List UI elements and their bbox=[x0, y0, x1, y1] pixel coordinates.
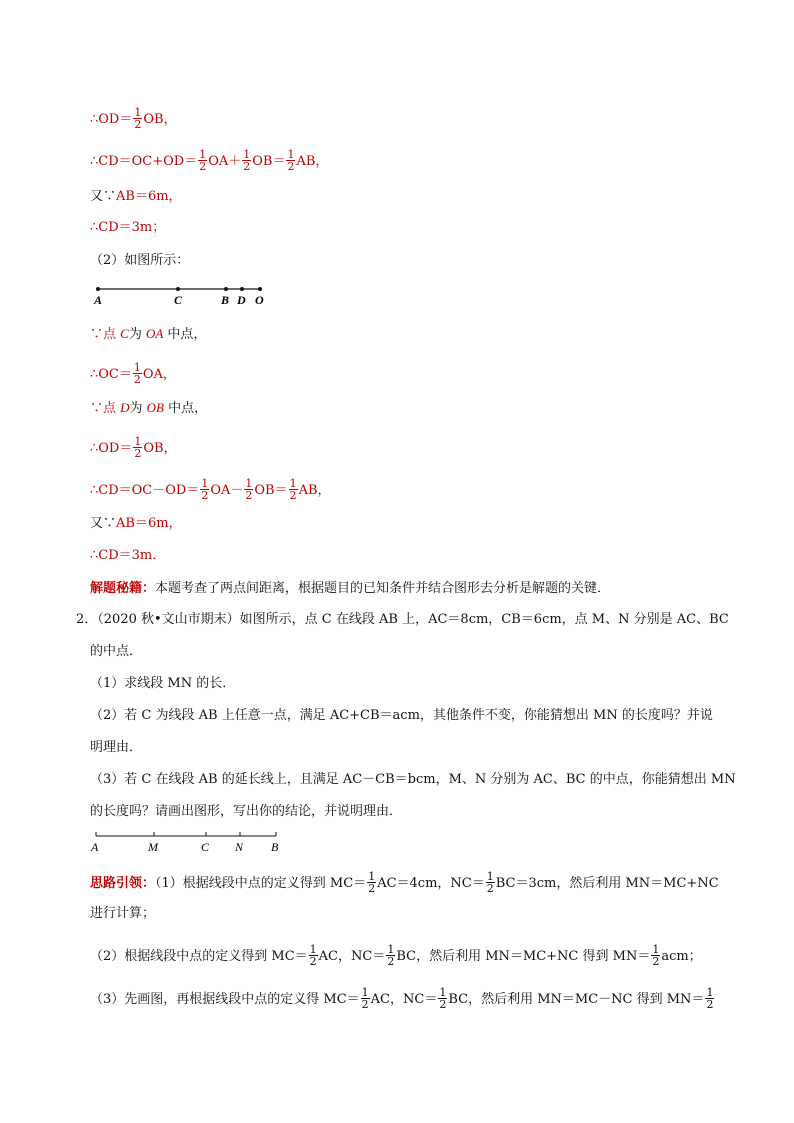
question-number: 2． bbox=[76, 612, 98, 627]
hint-text: AC，NC＝ bbox=[318, 949, 386, 964]
point-b bbox=[224, 287, 228, 291]
hint-text: AC，NC＝ bbox=[370, 992, 438, 1007]
hint-label: 思路引领： bbox=[90, 876, 156, 891]
text: ∴OC＝ bbox=[90, 367, 132, 382]
text: OB bbox=[146, 400, 165, 415]
denominator: 2 bbox=[287, 160, 295, 173]
numerator: 1 bbox=[243, 148, 251, 161]
fraction bbox=[438, 987, 447, 1010]
text: ∴OD＝ bbox=[90, 441, 133, 456]
question-2-sub3-cont bbox=[90, 804, 402, 820]
hint-line-1 bbox=[90, 872, 719, 895]
text: OA， bbox=[142, 367, 176, 382]
question-2-sub2-cont bbox=[90, 740, 142, 756]
label-n: N bbox=[235, 840, 244, 854]
text: OB＝ bbox=[252, 154, 286, 169]
question-2-sub3 bbox=[90, 772, 736, 788]
solution-line-cd-sum bbox=[90, 150, 328, 173]
solution-line-oc bbox=[90, 363, 176, 386]
denominator: 2 bbox=[361, 998, 369, 1011]
fraction bbox=[486, 871, 495, 894]
text: D bbox=[120, 400, 130, 415]
subquestion-text: （2）若 C 为线段 AB 上任意一点，满足 AC+CB＝acm，其他条件不变，你能猜想出 MN 的长度吗？并说 bbox=[90, 708, 713, 723]
numerator: 1 bbox=[361, 986, 369, 999]
hint-line-3 bbox=[90, 988, 715, 1011]
hint-text: BC，然后利用 MN＝MC+NC 得到 MN＝ bbox=[396, 949, 651, 964]
text: AB＝6m， bbox=[116, 516, 182, 531]
solution-line-od-2 bbox=[90, 437, 177, 460]
numerator: 1 bbox=[368, 870, 376, 883]
solution-line-cd-result-2 bbox=[90, 548, 165, 564]
denominator: 2 bbox=[289, 489, 297, 502]
question-2-stem bbox=[76, 612, 729, 628]
text: OB＝ bbox=[254, 483, 288, 498]
label-b: B bbox=[271, 840, 279, 854]
fraction bbox=[361, 987, 370, 1010]
denominator: 2 bbox=[245, 489, 253, 502]
text: 为 bbox=[129, 401, 147, 416]
fraction bbox=[242, 149, 251, 172]
text: 为 bbox=[128, 327, 146, 342]
text: 中点， bbox=[163, 327, 207, 342]
hint-text: BC，然后利用 MN＝MC－NC 得到 MN＝ bbox=[448, 992, 705, 1007]
text: ∵点 bbox=[90, 401, 121, 416]
hint-text: （2）根据线段中点的定义得到 MC＝ bbox=[90, 949, 308, 964]
denominator: 2 bbox=[133, 373, 141, 386]
label-a: A bbox=[91, 840, 99, 854]
fraction bbox=[286, 149, 295, 172]
numerator: 1 bbox=[134, 435, 142, 448]
label-o: O bbox=[255, 293, 264, 307]
text: ∴CD＝3m． bbox=[90, 548, 166, 563]
fraction bbox=[200, 478, 209, 501]
subquestion-text: 明理由． bbox=[90, 740, 143, 755]
numerator: 1 bbox=[134, 106, 142, 119]
text: 又∵ bbox=[90, 516, 117, 531]
denominator: 2 bbox=[134, 118, 142, 131]
text: ∴OD＝ bbox=[90, 112, 133, 127]
text: OB， bbox=[143, 441, 177, 456]
hint-text: （3）先画图，再根据线段中点的定义得 MC＝ bbox=[90, 992, 360, 1007]
denominator: 2 bbox=[706, 998, 714, 1011]
solution-line-cd-result bbox=[90, 220, 165, 236]
solution-secret bbox=[90, 581, 610, 597]
numerator: 1 bbox=[289, 477, 297, 490]
denominator: 2 bbox=[368, 882, 376, 895]
text: 又∵ bbox=[90, 189, 117, 204]
point-c bbox=[176, 287, 180, 291]
text: OA－ bbox=[210, 483, 244, 498]
label-b: B bbox=[221, 293, 230, 307]
question-2-sub2 bbox=[90, 708, 713, 724]
numerator: 1 bbox=[309, 943, 317, 956]
solution-line-d-midpoint bbox=[90, 400, 207, 417]
secret-text: 本题考查了两点间距离，根据题目的已知条件并结合图形去分析是解题的关键． bbox=[155, 581, 611, 596]
fraction bbox=[386, 944, 395, 967]
point-d bbox=[240, 287, 244, 291]
label-m: M bbox=[148, 840, 158, 854]
fraction bbox=[651, 944, 660, 967]
denominator: 2 bbox=[243, 160, 251, 173]
denominator: 2 bbox=[199, 160, 207, 173]
label-c: C bbox=[201, 840, 210, 854]
solution-line-ab-2 bbox=[90, 516, 182, 532]
hint-text: 进行计算； bbox=[90, 906, 156, 921]
numerator: 1 bbox=[486, 870, 494, 883]
numerator: 1 bbox=[439, 986, 447, 999]
denominator: 2 bbox=[652, 955, 660, 968]
text: OB， bbox=[143, 112, 177, 127]
solution-line-cd-diff bbox=[90, 479, 331, 502]
text: ∵点 bbox=[90, 327, 121, 342]
subquestion-text: 的长度吗？请画出图形，写出你的结论，并说明理由． bbox=[90, 804, 403, 819]
secret-label: 解题秘籍： bbox=[90, 581, 156, 596]
numerator: 1 bbox=[199, 148, 207, 161]
text: AB， bbox=[296, 154, 329, 169]
label-d: D bbox=[237, 293, 246, 307]
segment-figure-2 bbox=[88, 830, 288, 856]
hint-line-2 bbox=[90, 945, 702, 968]
text: AB＝6m， bbox=[116, 189, 182, 204]
denominator: 2 bbox=[387, 955, 395, 968]
question-2-sub1 bbox=[90, 676, 235, 692]
denominator: 2 bbox=[201, 489, 209, 502]
subquestion-text: （1）求线段 MN 的长． bbox=[90, 676, 236, 691]
label-c: C bbox=[174, 293, 183, 307]
denominator: 2 bbox=[309, 955, 317, 968]
text: （2）如图所示： bbox=[90, 253, 190, 268]
fraction bbox=[198, 149, 207, 172]
numerator: 1 bbox=[287, 148, 295, 161]
fraction bbox=[309, 944, 318, 967]
hint-text: acm； bbox=[661, 949, 702, 964]
point-a bbox=[96, 287, 100, 291]
text: ∴CD＝OC－OD＝ bbox=[90, 483, 200, 498]
subpart-2-heading bbox=[90, 253, 189, 269]
question-2-stem-cont bbox=[90, 644, 142, 660]
question-text: （2020 秋•文山市期末）如图所示，点 C 在线段 AB 上，AC＝8cm，CB＝6cm，点 M、N 分别是 AC、BC bbox=[97, 612, 729, 627]
fraction bbox=[133, 107, 142, 130]
numerator: 1 bbox=[706, 986, 714, 999]
text: 中点， bbox=[164, 401, 208, 416]
text: OA＋ bbox=[208, 154, 242, 169]
hint-line-1-cont bbox=[90, 906, 155, 922]
text: AB， bbox=[298, 483, 331, 498]
text: ∴CD＝OC+OD＝ bbox=[90, 154, 198, 169]
denominator: 2 bbox=[134, 447, 142, 460]
numerator: 1 bbox=[133, 361, 141, 374]
solution-line-c-midpoint bbox=[90, 326, 206, 343]
fraction bbox=[289, 478, 298, 501]
fraction bbox=[244, 478, 253, 501]
fraction bbox=[133, 436, 142, 459]
hint-text: BC＝3cm，然后利用 MN＝MC+NC bbox=[495, 876, 719, 891]
text: C bbox=[120, 326, 129, 341]
numerator: 1 bbox=[652, 943, 660, 956]
hint-text: AC＝4cm，NC＝ bbox=[377, 876, 485, 891]
point-o bbox=[258, 287, 262, 291]
segment-figure-1 bbox=[90, 284, 280, 310]
numerator: 1 bbox=[201, 477, 209, 490]
fraction bbox=[133, 362, 142, 385]
solution-line-od bbox=[90, 108, 177, 131]
numerator: 1 bbox=[387, 943, 395, 956]
text: ∴CD＝3m； bbox=[90, 220, 166, 235]
text: OA bbox=[145, 326, 164, 341]
numerator: 1 bbox=[245, 477, 253, 490]
solution-line-ab bbox=[90, 189, 182, 205]
denominator: 2 bbox=[439, 998, 447, 1011]
question-text: 的中点． bbox=[90, 644, 143, 659]
fraction bbox=[367, 871, 376, 894]
subquestion-text: （3）若 C 在线段 AB 的延长线上，且满足 AC－CB＝bcm，M、N 分别为 AC、BC 的中点，你能猜想出 MN bbox=[90, 772, 736, 787]
hint-text: （1）根据线段中点的定义得到 MC＝ bbox=[155, 876, 367, 891]
fraction bbox=[705, 987, 714, 1010]
label-a: A bbox=[94, 293, 103, 307]
denominator: 2 bbox=[486, 882, 494, 895]
